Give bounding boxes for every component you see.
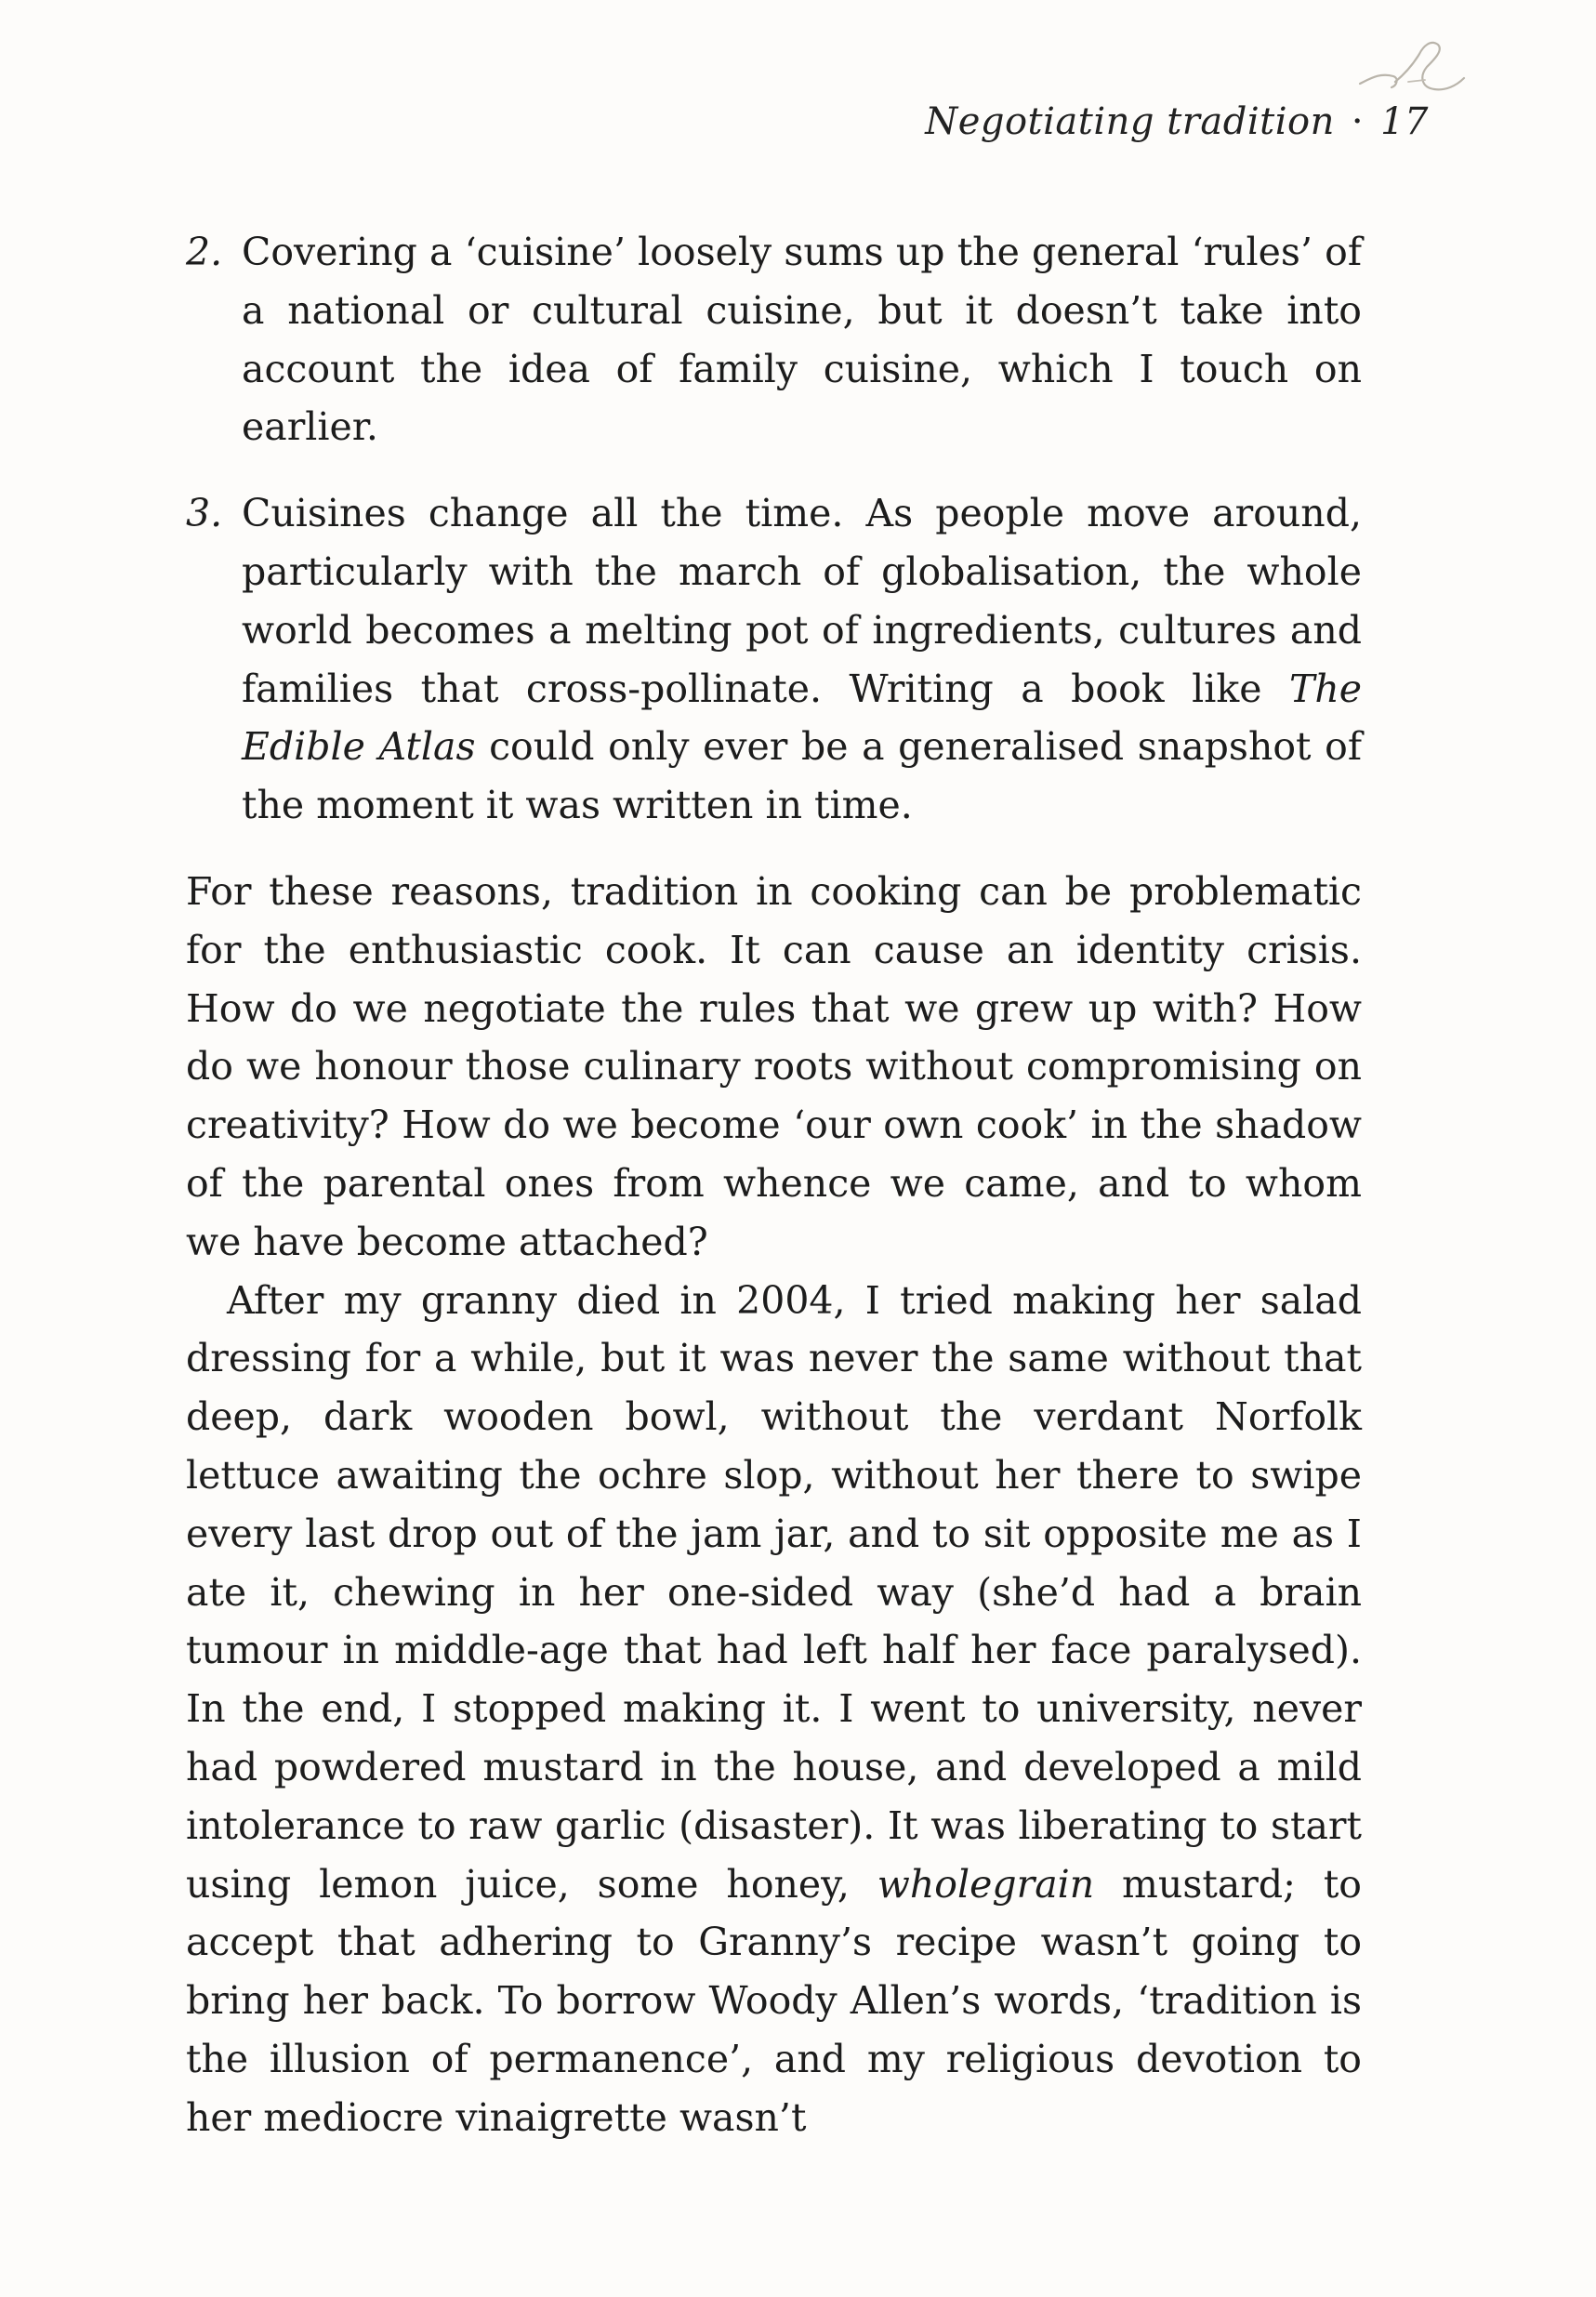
list-item-text-start: Cuisines change all the time. As people move around, particularly with the march of globalisation, the whole world becomes a melting pot of ingredients, cultures and families that cross-pollinate. Writing a book like xyxy=(242,491,1362,711)
list-item-text-end: could only ever be a generalised snapshot of the moment it was written in time. xyxy=(242,724,1362,828)
running-head xyxy=(925,100,1429,143)
body-text xyxy=(186,223,1362,2147)
list-item xyxy=(186,223,1362,456)
page-number: 17 xyxy=(1380,100,1429,143)
paragraph-text-start: After my granny died in 2004, I tried making her salad dressing for a while, but it was never the same without that deep, dark wooden bowl, without the verdant Norfolk lettuce awaiting the ochre slop, without her there to swipe every last drop out of the jam jar, and to sit opposite me as I ate it, chewing in her one-sided way (she’d had a brain tumour in middle-age that had left half her face paralysed). In the end, I stopped making it. I went to university, never had powdered mustard in the house, and developed a mild intolerance to raw garlic (disaster). It was liberating to start using lemon juice, some honey, xyxy=(186,1277,1362,1907)
paragraph-text-end: mustard; to accept that adhering to Granny’s recipe wasn’t going to bring her back. To borrow Woody Allen’s words, ‘tradition is the illusion of permanence’, and my religious devotion to her mediocre vinaigrette wasn’t xyxy=(186,1861,1362,2140)
list-item-number: 2. xyxy=(186,230,223,274)
list-item-number: 3. xyxy=(186,491,223,536)
pencil-scribble-mark xyxy=(1352,26,1473,110)
book-title: The Edible Atlas xyxy=(242,666,1362,770)
running-title: Negotiating tradition xyxy=(925,100,1335,143)
paragraph: For these reasons, tradition in cooking can be problematic for the enthusiastic cook. It can cause an identity crisis. How do we negotiate the rules that we grew up with? How do we honour those culinary roots without compromising on creativity? How do we become ‘our own cook’ in the shadow of the parental ones from whence we came, and to whom we have become attached? xyxy=(186,868,1362,1264)
list-item-text: Covering a ‘cuisine’ loosely sums up the general ‘rules’ of a national or cultural cuisine, but it doesn’t take into account the idea of family cuisine, which I touch on earlier. xyxy=(242,230,1362,450)
italic-word: wholegrain xyxy=(877,1861,1095,1907)
list-item xyxy=(186,484,1362,835)
paragraph xyxy=(186,1272,1362,2147)
list-item-text xyxy=(242,484,1362,835)
running-head-separator: · xyxy=(1351,100,1365,143)
